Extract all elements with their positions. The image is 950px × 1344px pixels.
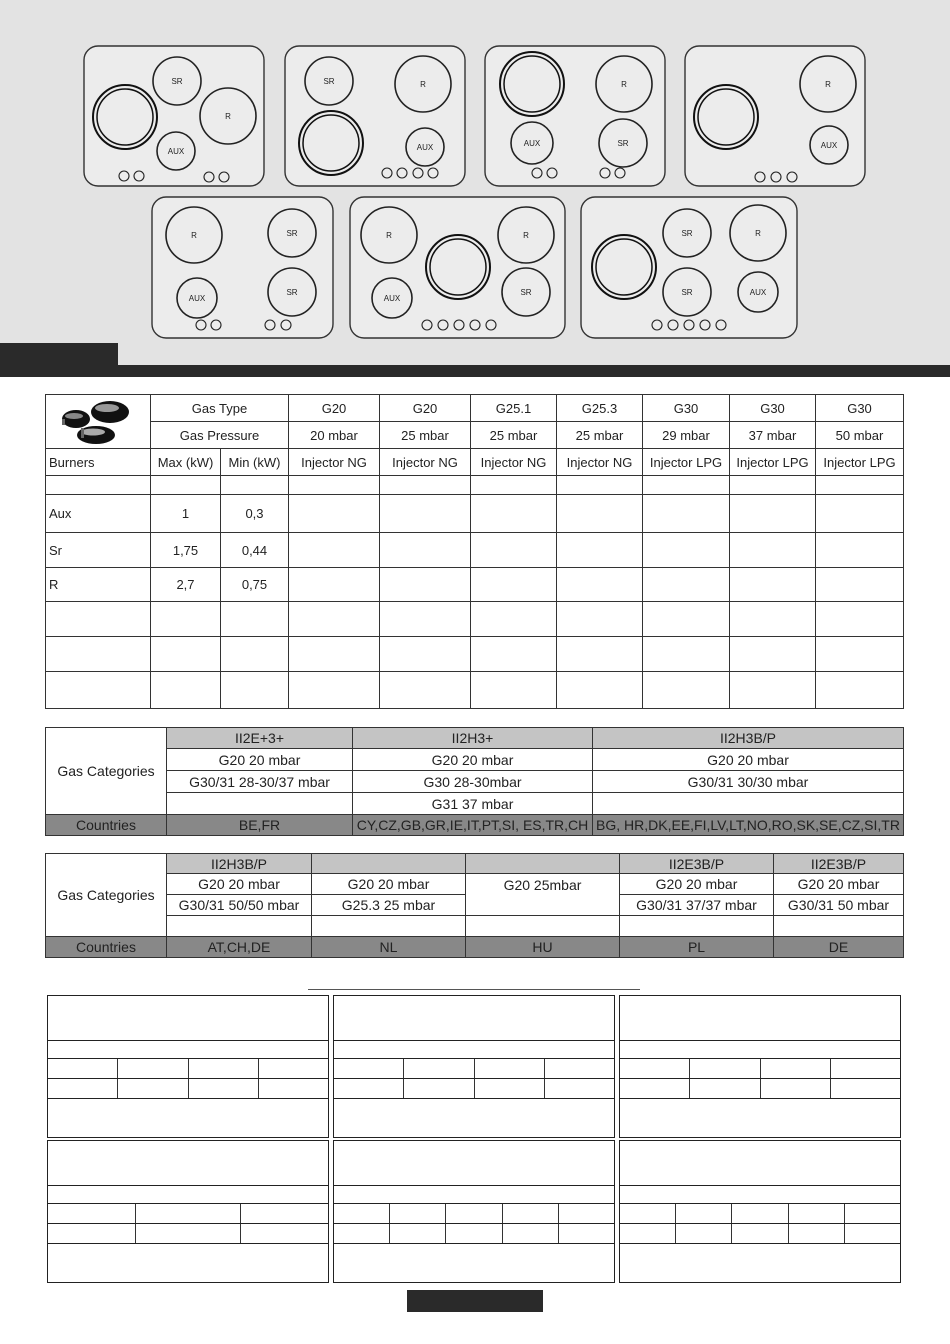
svg-text:SR: SR [286,229,298,238]
gas-type-cell: G25.1 [471,395,557,422]
blank-form-card [47,1140,329,1283]
gas-type-cell: G30 [730,395,816,422]
hob-layouts-diagram [0,0,950,345]
svg-text:AUX: AUX [749,288,767,297]
separator-line [308,989,640,990]
header-max: Max (kW) [151,449,221,476]
svg-text:AUX: AUX [416,143,434,152]
blank-form-card [333,1140,615,1283]
table-row [46,672,904,709]
header-burners: Burners [46,449,151,476]
hob-layout-4 [685,46,865,186]
countries-cell: BE,FR [167,815,353,836]
hob-layout-2 [285,46,465,186]
blank-form-card [47,995,329,1138]
hob-layout-1 [84,46,264,186]
blank-form-card [619,995,901,1138]
svg-text:AUX: AUX [820,141,838,150]
svg-text:R: R [386,231,392,240]
svg-text:AUX: AUX [188,294,206,303]
table-row [46,637,904,672]
pressure-cell: 37 mbar [730,422,816,449]
gas-categories-label: Gas Categories [46,854,167,937]
svg-text:R: R [523,231,529,240]
svg-text:AUX: AUX [383,294,401,303]
svg-text:R: R [225,112,231,121]
hob-label-sr: SR [171,77,183,86]
countries-cell: NL [312,937,466,958]
countries-cell: PL [620,937,774,958]
section-divider-bar [0,365,950,377]
gas-categories-label: Gas Categories [46,728,167,815]
hob-layout-7 [581,197,797,338]
hob-layout-3 [485,46,665,186]
gas-type-label: Gas Type [151,395,289,422]
svg-text:R: R [420,80,426,89]
table-row: Sr 1,75 0,44 [46,533,904,568]
category-header: II2H3B/P [593,728,904,749]
svg-text:SR: SR [681,288,693,297]
countries-cell: CY,CZ,GB,GR,IE,IT,PT,SI, ES,TR,CH [353,815,593,836]
gas-type-cell: G20 [380,395,471,422]
injector-header: Injector NG [557,449,643,476]
category-header: II2E+3+ [167,728,353,749]
gas-type-cell: G20 [289,395,380,422]
svg-text:SR: SR [520,288,532,297]
svg-text:SR: SR [323,77,335,86]
page-footer-tab [407,1290,543,1312]
hob-layout-5 [152,197,333,338]
burner-injector-table [45,394,904,709]
gas-categories-table-1: Gas Categories II2E+3+ II2H3+ II2H3B/P G20 20 mbar G20 20 mbar G20 20 mbar G30/31 28-30/37 mbar G30 28-30mbar G30/31 30/30 mbar G31 37 mbar Countries BE,FR CY,CZ,GB,GR,IE,IT,PT,SI, ES,TR,CH BG, HR,DK,EE,FI,LV,LT,NO,RO,SK,SE,CZ,SI,TR [45,727,904,836]
countries-label: Countries [46,937,167,958]
injector-header: Injector NG [289,449,380,476]
injector-header: Injector LPG [730,449,816,476]
burner-caps-icon [48,395,148,445]
svg-text:SR: SR [617,139,629,148]
gas-pressure-label: Gas Pressure [151,422,289,449]
svg-text:SR: SR [681,229,693,238]
pressure-cell: 25 mbar [380,422,471,449]
svg-text:AUX: AUX [523,139,541,148]
gas-categories-table-2: Gas Categories II2H3B/P II2E3B/P II2E3B/P G20 20 mbar G20 20 mbar G20 25mbar G20 20 mbar G20 20 mbar G30/31 50/50 mbar G25.3 25 mbar G30/31 37/37 mbar G30/31 50 mbar Countries AT,CH,DE NL HU PL DE [45,853,904,958]
countries-label: Countries [46,815,167,836]
countries-cell: AT,CH,DE [167,937,312,958]
pressure-cell: 29 mbar [643,422,730,449]
svg-text:SR: SR [286,288,298,297]
burner-image-cell [46,395,151,449]
injector-header: Injector NG [380,449,471,476]
pressure-cell: 25 mbar [471,422,557,449]
blank-form-card [333,995,615,1138]
table-row: Aux 1 0,3 [46,495,904,533]
table-row [46,476,904,495]
injector-header: Injector LPG [816,449,904,476]
svg-text:R: R [621,80,627,89]
category-header: II2H3+ [353,728,593,749]
svg-text:AUX: AUX [167,147,185,156]
injector-header: Injector LPG [643,449,730,476]
table-row [46,602,904,637]
gas-type-cell: G25.3 [557,395,643,422]
header-min: Min (kW) [221,449,289,476]
table-row: R 2,7 0,75 [46,568,904,602]
svg-text:R: R [191,231,197,240]
countries-cell: DE [774,937,904,958]
gas-type-cell: G30 [816,395,904,422]
countries-cell: HU [466,937,620,958]
blank-form-card [619,1140,901,1283]
svg-text:R: R [825,80,831,89]
gas-type-cell: G30 [643,395,730,422]
pressure-cell: 25 mbar [557,422,643,449]
pressure-cell: 20 mbar [289,422,380,449]
pressure-cell: 50 mbar [816,422,904,449]
countries-cell: BG, HR,DK,EE,FI,LV,LT,NO,RO,SK,SE,CZ,SI,TR [593,815,904,836]
svg-text:R: R [755,229,761,238]
injector-header: Injector NG [471,449,557,476]
hob-layout-6 [350,197,565,338]
